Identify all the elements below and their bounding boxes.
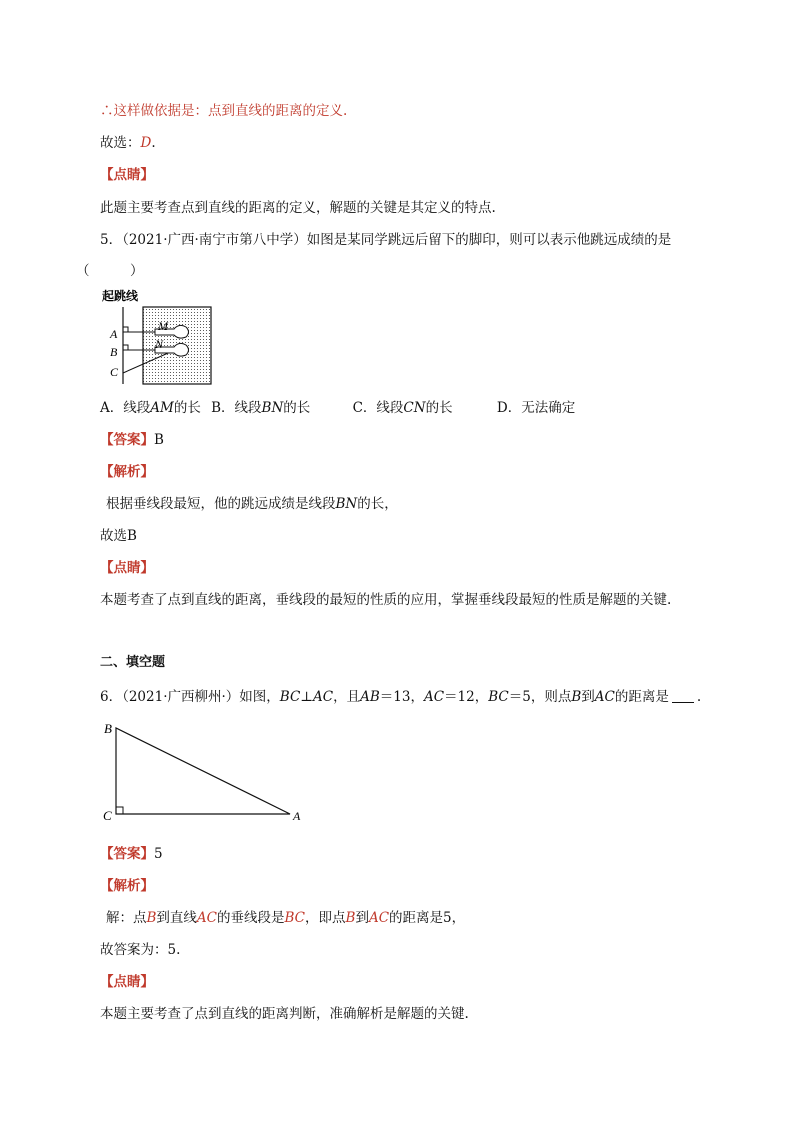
q6-answer: 5 — [154, 846, 163, 862]
option-c: C．线段CN的长 — [352, 400, 453, 416]
choice-prefix: 故选： — [100, 135, 141, 151]
right-angle-b — [123, 345, 128, 350]
q5-analysis: 根据垂线段最短，他的跳远成绩是线段BN的长， — [106, 496, 398, 512]
section-title: 二、填空题 — [100, 655, 166, 670]
q5-answer-line — [100, 431, 164, 449]
choice-line — [100, 134, 156, 152]
option-d: D．无法确定 — [496, 400, 576, 416]
q5-comment: 本题考查了点到直线的距离，垂线段的最短的性质的应用，掌握垂线段最短的性质是解题的关键. — [100, 592, 672, 608]
q6-conclusion: 故答案为：5. — [100, 942, 181, 958]
q6-answer-line — [100, 845, 163, 863]
q5-answer: B — [154, 432, 164, 448]
q5-blank-paren: （ ） — [76, 263, 144, 279]
q6-analysis: 解：点B到直线AC的垂线段是BC，即点B到AC的距离是5， — [106, 910, 466, 926]
q5-stem: 5．（2021·广西·南宁市第八中学）如图是某同学跳远后留下的脚印，则可以表示他跳远成绩的是 — [100, 232, 672, 248]
label-b6: B — [104, 721, 112, 736]
q5-analysis-tag: 【解析】 — [100, 464, 154, 480]
q5-answer-tag: 【答案】 — [100, 432, 154, 448]
label-c: C — [110, 365, 119, 379]
label-a6: A — [293, 809, 301, 823]
triangle-abc — [116, 728, 290, 814]
label-c6: C — [103, 808, 112, 823]
q6-analysis-tag: 【解析】 — [100, 878, 154, 894]
comment-1: 此题主要考查点到直线的距离的定义，解题的关键是其定义的特点. — [100, 200, 496, 216]
q5-options — [100, 399, 575, 417]
q5-comment-tag: 【点睛】 — [100, 560, 154, 576]
choice-value: D — [140, 135, 152, 151]
q6-stem: 6．（2021·广西柳州·）如图，BC⊥AC，且AB＝13，AC＝12，BC＝5，则点B到AC的距离是 . — [100, 689, 702, 705]
q6-comment-tag: 【点睛】 — [100, 974, 154, 990]
option-b: B．线段BN的长 — [211, 400, 311, 416]
answer-blank — [672, 702, 694, 703]
q5-figure — [100, 287, 215, 387]
label-m: M — [158, 319, 168, 333]
right-angle-c — [116, 807, 123, 814]
q6-comment: 本题主要考查了点到直线的距离判断，准确解析是解题的关键. — [100, 1006, 469, 1022]
basis-line: ∴这样做依据是：点到直线的距离的定义. — [100, 103, 348, 119]
q5-conclusion: 故选B — [100, 528, 137, 544]
label-a: A — [110, 327, 118, 341]
right-angle-a — [123, 327, 128, 332]
q6-figure — [98, 718, 318, 828]
choice-suffix: . — [151, 135, 156, 151]
option-a: A．线段AM的长 — [100, 400, 201, 416]
fig5-title: 起跳线 — [102, 289, 139, 303]
label-b: B — [110, 345, 118, 359]
comment-tag-1: 【点睛】 — [100, 167, 154, 183]
q6-answer-tag: 【答案】 — [100, 846, 154, 862]
label-n: N — [155, 337, 164, 351]
